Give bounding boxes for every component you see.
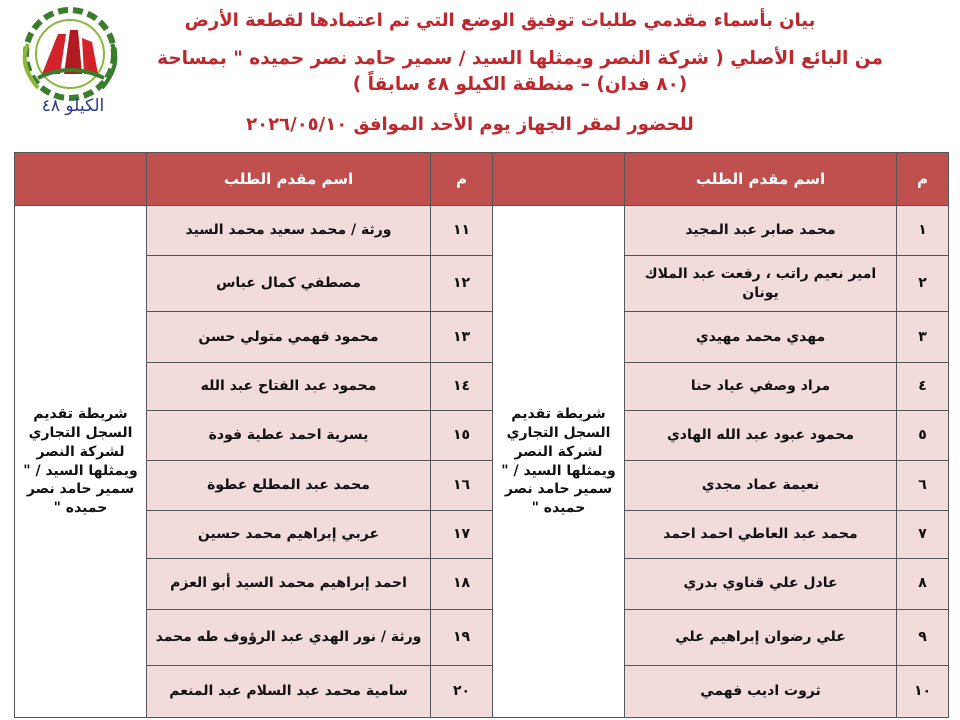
row-number-right: ٧ xyxy=(897,511,949,559)
header-blank-1 xyxy=(493,153,625,206)
table-row xyxy=(15,312,949,362)
applicant-name-right: محمد عبد العاطي احمد احمد xyxy=(625,511,897,559)
table-row xyxy=(15,206,949,256)
table-row xyxy=(15,460,949,510)
applicant-name-right: علي رضوان إبراهيم علي xyxy=(625,609,897,665)
title-line-3: (٨٠ فدان) – منطقة الكيلو ٤٨ سابقاً ) xyxy=(352,74,688,95)
table-row xyxy=(15,256,949,312)
applicant-name-right: مهدي محمد مهيدي xyxy=(625,312,897,362)
row-number-right: ٣ xyxy=(897,312,949,362)
condition-note-right: شريطة تقديم السجل التجاري لشركة النصر ويمثلها السيد / " سمير حامد نصر حميده " xyxy=(493,206,625,718)
applicant-name-left: سامية محمد عبد السلام عبد المنعم xyxy=(147,665,431,717)
row-number-left: ١٢ xyxy=(431,256,493,312)
row-number-left: ١٥ xyxy=(431,410,493,460)
header-blank-2 xyxy=(15,153,147,206)
header-name-2: اسم مقدم الطلب xyxy=(147,153,431,206)
header-name-1: اسم مقدم الطلب xyxy=(625,153,897,206)
row-number-left: ١١ xyxy=(431,206,493,256)
applicant-name-left: عربي إبراهيم محمد حسين xyxy=(147,511,431,559)
row-number-left: ١٨ xyxy=(431,559,493,609)
table-row xyxy=(15,362,949,410)
applicant-name-left: احمد إبراهيم محمد السيد أبو العزم xyxy=(147,559,431,609)
row-number-left: ١٣ xyxy=(431,312,493,362)
page-header xyxy=(0,0,960,150)
applicant-name-left: محمود عبد الفتاح عبد الله xyxy=(147,362,431,410)
header-num-2: م xyxy=(431,153,493,206)
row-number-left: ١٧ xyxy=(431,511,493,559)
header-num-1: م xyxy=(897,153,949,206)
applicant-name-left: ورثة / نور الهدي عبد الرؤوف طه محمد xyxy=(147,609,431,665)
row-number-right: ٤ xyxy=(897,362,949,410)
title-line-1: بيان بأسماء مقدمي طلبات توفيق الوضع التي تم اعتمادها لقطعة الأرض xyxy=(184,10,816,31)
table-row xyxy=(15,511,949,559)
title-line-2: من البائع الأصلي ( شركة النصر ويمثلها السيد / سمير حامد نصر حميده " بمساحة xyxy=(157,48,883,69)
logo-caption: الكيلو ٤٨ xyxy=(41,96,105,116)
row-number-right: ١ xyxy=(897,206,949,256)
row-number-right: ٨ xyxy=(897,559,949,609)
row-number-left: ٢٠ xyxy=(431,665,493,717)
title-line-4: للحضور لمقر الجهاز يوم الأحد الموافق ٢٠٢٦/٠٥/١٠ xyxy=(246,114,694,135)
row-number-left: ١٩ xyxy=(431,609,493,665)
row-number-right: ٥ xyxy=(897,410,949,460)
applicant-name-right: محمود عبود عبد الله الهادي xyxy=(625,410,897,460)
row-number-right: ٦ xyxy=(897,460,949,510)
applicant-name-right: امير نعيم راتب ، رفعت عبد الملاك يونان xyxy=(625,256,897,312)
applicants-table xyxy=(14,152,949,718)
row-number-left: ١٦ xyxy=(431,460,493,510)
applicant-name-left: محمد عبد المطلع عطوة xyxy=(147,460,431,510)
table-row xyxy=(15,410,949,460)
table-header-row xyxy=(15,153,949,206)
row-number-right: ٩ xyxy=(897,609,949,665)
applicant-name-right: محمد صابر عبد المجيد xyxy=(625,206,897,256)
applicant-name-left: ورثة / محمد سعيد محمد السيد xyxy=(147,206,431,256)
condition-note-left: شريطة تقديم السجل التجاري لشركة النصر ويمثلها السيد / " سمير حامد نصر حميده " xyxy=(15,206,147,718)
row-number-left: ١٤ xyxy=(431,362,493,410)
row-number-right: ٢ xyxy=(897,256,949,312)
applicant-name-right: مراد وصفي عياد حنا xyxy=(625,362,897,410)
applicant-name-right: عادل علي قناوي بدري xyxy=(625,559,897,609)
applicant-name-right: ثروت اديب فهمي xyxy=(625,665,897,717)
table-row xyxy=(15,609,949,665)
applicant-name-left: محمود فهمي متولي حسن xyxy=(147,312,431,362)
applicant-name-left: يسرية احمد عطية فودة xyxy=(147,410,431,460)
applicant-name-right: نعيمة عماد مجدي xyxy=(625,460,897,510)
table-row xyxy=(15,665,949,717)
table-row xyxy=(15,559,949,609)
applicant-name-left: مصطفي كمال عباس xyxy=(147,256,431,312)
row-number-right: ١٠ xyxy=(897,665,949,717)
